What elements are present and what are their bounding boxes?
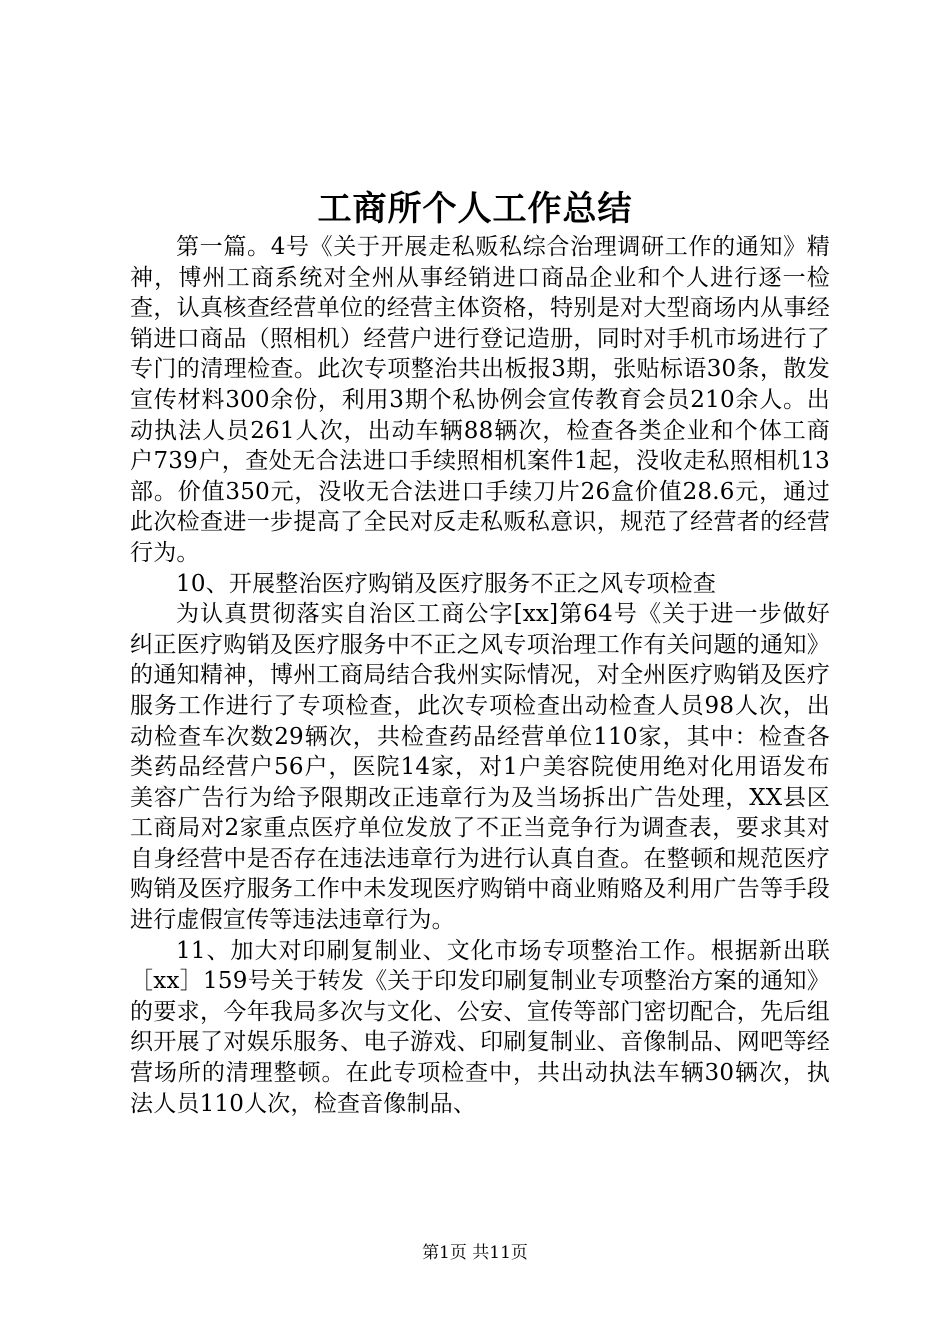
paragraph-medical-inspection: 为认真贯彻落实自治区工商公字[xx]第64号《关于进一步做好纠正医疗购销及医疗服务中不正之风专项治理工作有关问题的通知》的通知精神，博州工商局结合我州实际情况，对全州医疗购销及医疗服务工作进行了专项检查，此次专项检查出动检查人员98人次，出动检查车次数29辆次，共检查药品经营单位110家，其中：检查各类药品经营户56户，医院14家，对1户美容院使用绝对化用语发布美容广告行为给予限期改正违章行为及当场拆出广告处理，XX县区工商局对2家重点医疗单位发放了不正当竞争行为调查表，要求其对自身经营中是否存在违法违章行为进行认真自查。在整顿和规范医疗购销及医疗服务工作中未发现医疗购销中商业贿赂及利用广告等手段进行虚假宣传等违法违章行为。 [130, 601, 830, 934]
document-title: 工商所个人工作总结 [317, 189, 633, 229]
paragraph-first-section: 第一篇。4号《关于开展走私贩私综合治理调研工作的通知》精神，博州工商系统对全州从事经销进口商品企业和个人进行逐一检查，认真核查经营单位的经营主体资格，特别是对大型商场内从事经销进口商品（照相机）经营户进行登记造册，同时对手机市场进行了专门的清理检查。此次专项整治共出板报3期，张贴标语30条，散发宣传材料300余份，利用3期个私协例会宣传教育会员210余人。出动执法人员261人次，出动车辆88辆次，检查各类企业和个体工商户739户，查处无合法进口手续照相机案件1起，没收走私照相机13部。价值350元，没收无合法进口手续刀片26盒价值28.6元，通过此次检查进一步提高了全民对反走私贩私意识，规范了经营者的经营行为。 [130, 234, 830, 566]
page-number-footer: 第1页 共11页 [422, 1243, 528, 1263]
section-heading-10: 10、开展整治医疗购销及医疗服务不正之风专项检查 [176, 570, 717, 597]
document-body [130, 232, 830, 1119]
paragraph-printing-culture: 11、加大对印刷复制业、文化市场专项整治工作。根据新出联［xx］159号关于转发《关于印发印刷复制业专项整治方案的通知》的要求，今年我局多次与文化、公安、宣传等部门密切配合，先后组织开展了对娱乐服务、电子游戏、印刷复制业、音像制品、网吧等经营场所的清理整顿。在此专项检查中，共出动执法车辆30辆次，执法人员110人次，检查音像制品、 [130, 937, 830, 1117]
